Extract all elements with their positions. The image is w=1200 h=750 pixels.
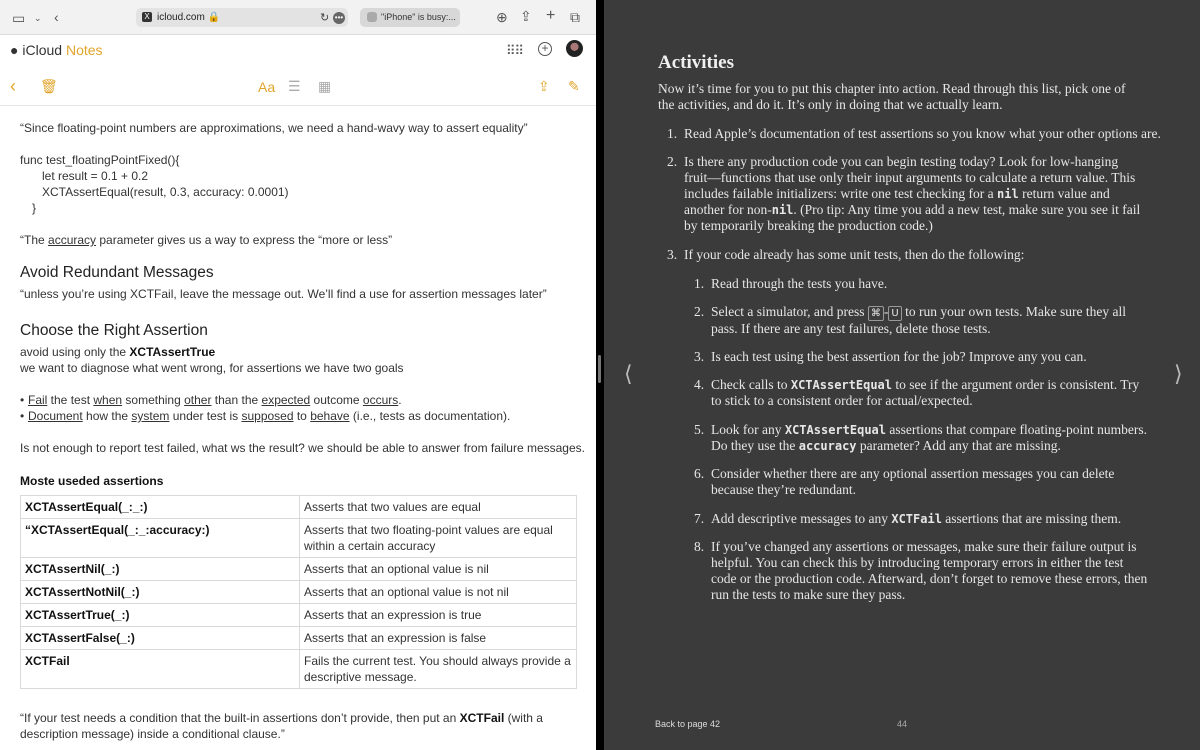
format-button[interactable]: Aa: [258, 79, 276, 95]
site-favicon: X: [142, 12, 152, 22]
icloud-notes-logo[interactable]: [10, 42, 103, 58]
sub-item-1: 1. Read through the tests you have.: [694, 276, 888, 291]
code-line-4: }: [32, 201, 37, 215]
code-line-1: func test_floatingPointFixed(){: [20, 153, 180, 167]
not-enough-text: Is not enough to report test failed, what ws the result? we should be able to answer from failure messages.: [20, 441, 585, 455]
table-cell-value: Asserts that an optional value is nil: [300, 558, 577, 581]
tab-iphone-busy[interactable]: [360, 8, 460, 27]
sidebar-icon[interactable]: ▭: [12, 10, 26, 26]
trash-icon[interactable]: 🗑: [40, 78, 58, 94]
app-grid-icon[interactable]: ⠿⠿: [506, 43, 524, 58]
table-cell-key: XCTAssertNotNil(_:): [21, 581, 300, 604]
table-row: [21, 519, 577, 558]
previous-page-icon[interactable]: ⟨: [624, 362, 633, 387]
table-cell-key: XCTAssertFalse(_:): [21, 627, 300, 650]
safari-window: [0, 0, 596, 750]
table-row: [21, 650, 577, 689]
table-cell-key: XCTAssertEqual(_:_:): [21, 496, 300, 519]
table-cell-key: XCTFail: [21, 650, 300, 689]
split-handle[interactable]: [598, 355, 601, 383]
next-page-icon[interactable]: ⟩: [1174, 362, 1183, 387]
new-tab-icon[interactable]: +: [546, 7, 556, 24]
intro-paragraph: Now it’s time for you to put this chapter into action. Read through this list, pick one of the activities, and do it. It’s only in doing that we actually learn.: [658, 81, 1126, 112]
notes-toolbar: [0, 66, 596, 106]
compose-icon[interactable]: ✎: [568, 78, 580, 94]
table-cell-value: Asserts that an optional value is not nil: [300, 581, 577, 604]
table-row: [21, 558, 577, 581]
add-icon[interactable]: +: [538, 42, 552, 56]
icloud-label: iCloud: [22, 42, 63, 58]
bullet-document: • Document how the system under test is supposed to behave (i.e., tests as documentation).: [28, 408, 510, 424]
back-chevron-icon[interactable]: ‹: [10, 76, 16, 96]
checklist-icon[interactable]: ☰: [288, 78, 301, 94]
assertions-table[interactable]: [20, 495, 577, 689]
activity-item-1: 1. Read Apple’s documentation of test assertions so you know what your other options are.: [667, 126, 1161, 141]
url-text: icloud.com 🔒: [157, 12, 221, 23]
table-cell-key: XCTAssertNil(_:): [21, 558, 300, 581]
browser-toolbar: [0, 0, 596, 35]
sub-item-3: 3. Is each test using the best assertion for the job? Improve any you can.: [694, 349, 1087, 364]
sub-item-8: 8. If you’ve changed any assertions or messages, make sure their failure output is helpful. You can check this by introducing temporary errors in either the test code or the production code. Afterward, don’t forget to remove these errors, then run the tests to make sure they pass.: [694, 539, 1148, 602]
share-icon[interactable]: ⇪: [520, 8, 532, 24]
sub-item-2: 2. Select a simulator, and press ⌘ - U to run your own tests. Make sure they all pass. If there are any test failures, delete those tests.: [694, 304, 1126, 336]
avatar[interactable]: [566, 40, 583, 57]
quote-floating-point: “Since floating-point numbers are approximations, we need a hand-wavy way to assert equality”: [20, 121, 528, 135]
activity-item-3: 3. If your code already has some unit tests, then do the following:: [667, 247, 1025, 262]
table-cell-key: “XCTAssertEqual(_:_:accuracy:): [21, 519, 300, 558]
table-row: [21, 604, 577, 627]
chapter-heading: Activities: [658, 52, 734, 73]
more-icon[interactable]: •••: [334, 13, 344, 22]
table-cell-value: Asserts that an expression is true: [300, 604, 577, 627]
table-row: [21, 581, 577, 604]
back-to-page-link[interactable]: Back to page 42: [655, 719, 721, 729]
table-row: [21, 627, 577, 650]
choose-text-2: we want to diagnose what went wrong, for assertions we have two goals: [20, 361, 404, 375]
address-bar[interactable]: [136, 8, 348, 27]
sub-item-4: 4. Check calls to XCTAssertEqual to see if the argument order is consistent. Try to stick to a consistent order for actual/expected.: [694, 377, 1140, 408]
code-line-3: XCTAssertEqual(result, 0.3, accuracy: 0.0001): [42, 185, 289, 199]
reload-icon[interactable]: ↻: [320, 12, 330, 24]
code-line-2: let result = 0.1 + 0.2: [42, 169, 149, 183]
apple-favicon: [367, 12, 377, 22]
quote-accuracy: “The accuracy parameter gives us a way to express the “more or less”: [20, 233, 393, 247]
choose-text: avoid using only the XCTAssertTrue: [20, 345, 216, 359]
table-cell-value: Asserts that two floating-point values are equal within a certain accuracy: [300, 519, 577, 558]
heading-choose: Choose the Right Assertion: [20, 322, 208, 339]
activity-item-2: 2. Is there any production code you can begin testing today? Look for low-hanging fruit—functions that use only their input arguments to calculate a return value. This includes failable initializers: write one test checking for a nil return value and another for non-nil. (Pro tip: Any time you add a new test, make sure you see it fail by temporarily breaking the production code.): [667, 154, 1141, 233]
chevron-down-icon[interactable]: ⌄: [34, 13, 42, 23]
table-icon[interactable]: ▦: [318, 78, 332, 94]
books-pane: [604, 0, 1200, 750]
accuracy-link: accuracy: [48, 233, 97, 247]
share-note-icon[interactable]: ⇪: [538, 78, 550, 94]
download-icon[interactable]: ⊕: [496, 9, 508, 25]
sub-item-7: 7. Add descriptive messages to any XCTFail assertions that are missing them.: [694, 511, 1122, 526]
back-icon[interactable]: ‹: [54, 9, 59, 25]
icloud-header: [0, 36, 596, 64]
notes-label: Notes: [65, 42, 103, 58]
table-cell-value: Fails the current test. You should always provide a descriptive message.: [300, 650, 577, 689]
sub-item-6: 6. Consider whether there are any optional assertion messages you can delete because they’re redundant.: [694, 466, 1115, 497]
tab-overview-icon[interactable]: ⧉: [570, 9, 580, 25]
table-cell-value: Asserts that two values are equal: [300, 496, 577, 519]
tab-label: "iPhone" is busy:...: [381, 12, 456, 22]
table-cell-value: Asserts that an expression is false: [300, 627, 577, 650]
table-caption: Moste useded assertions: [20, 474, 164, 488]
apple-logo-icon: ●: [10, 42, 19, 58]
final-quote: “If your test needs a condition that the built-in assertions don’t provide, then put an XCTFail (with a description message) inside a conditional clause.”: [20, 711, 543, 741]
heading-redundant: Avoid Redundant Messages: [20, 264, 214, 281]
table-row: [21, 496, 577, 519]
redundant-text: “unless you’re using XCTFail, leave the message out. We’ll find a use for assertion messages later”: [20, 287, 547, 301]
bullet-fail: • Fail the test when something other than the expected outcome occurs.: [28, 392, 402, 408]
page-number: 44: [897, 719, 908, 729]
table-cell-key: XCTAssertTrue(_:): [21, 604, 300, 627]
sub-item-5: 5. Look for any XCTAssertEqual assertions that compare floating-point numbers. Do they use the accuracy parameter? Add any that are missing.: [694, 422, 1147, 453]
